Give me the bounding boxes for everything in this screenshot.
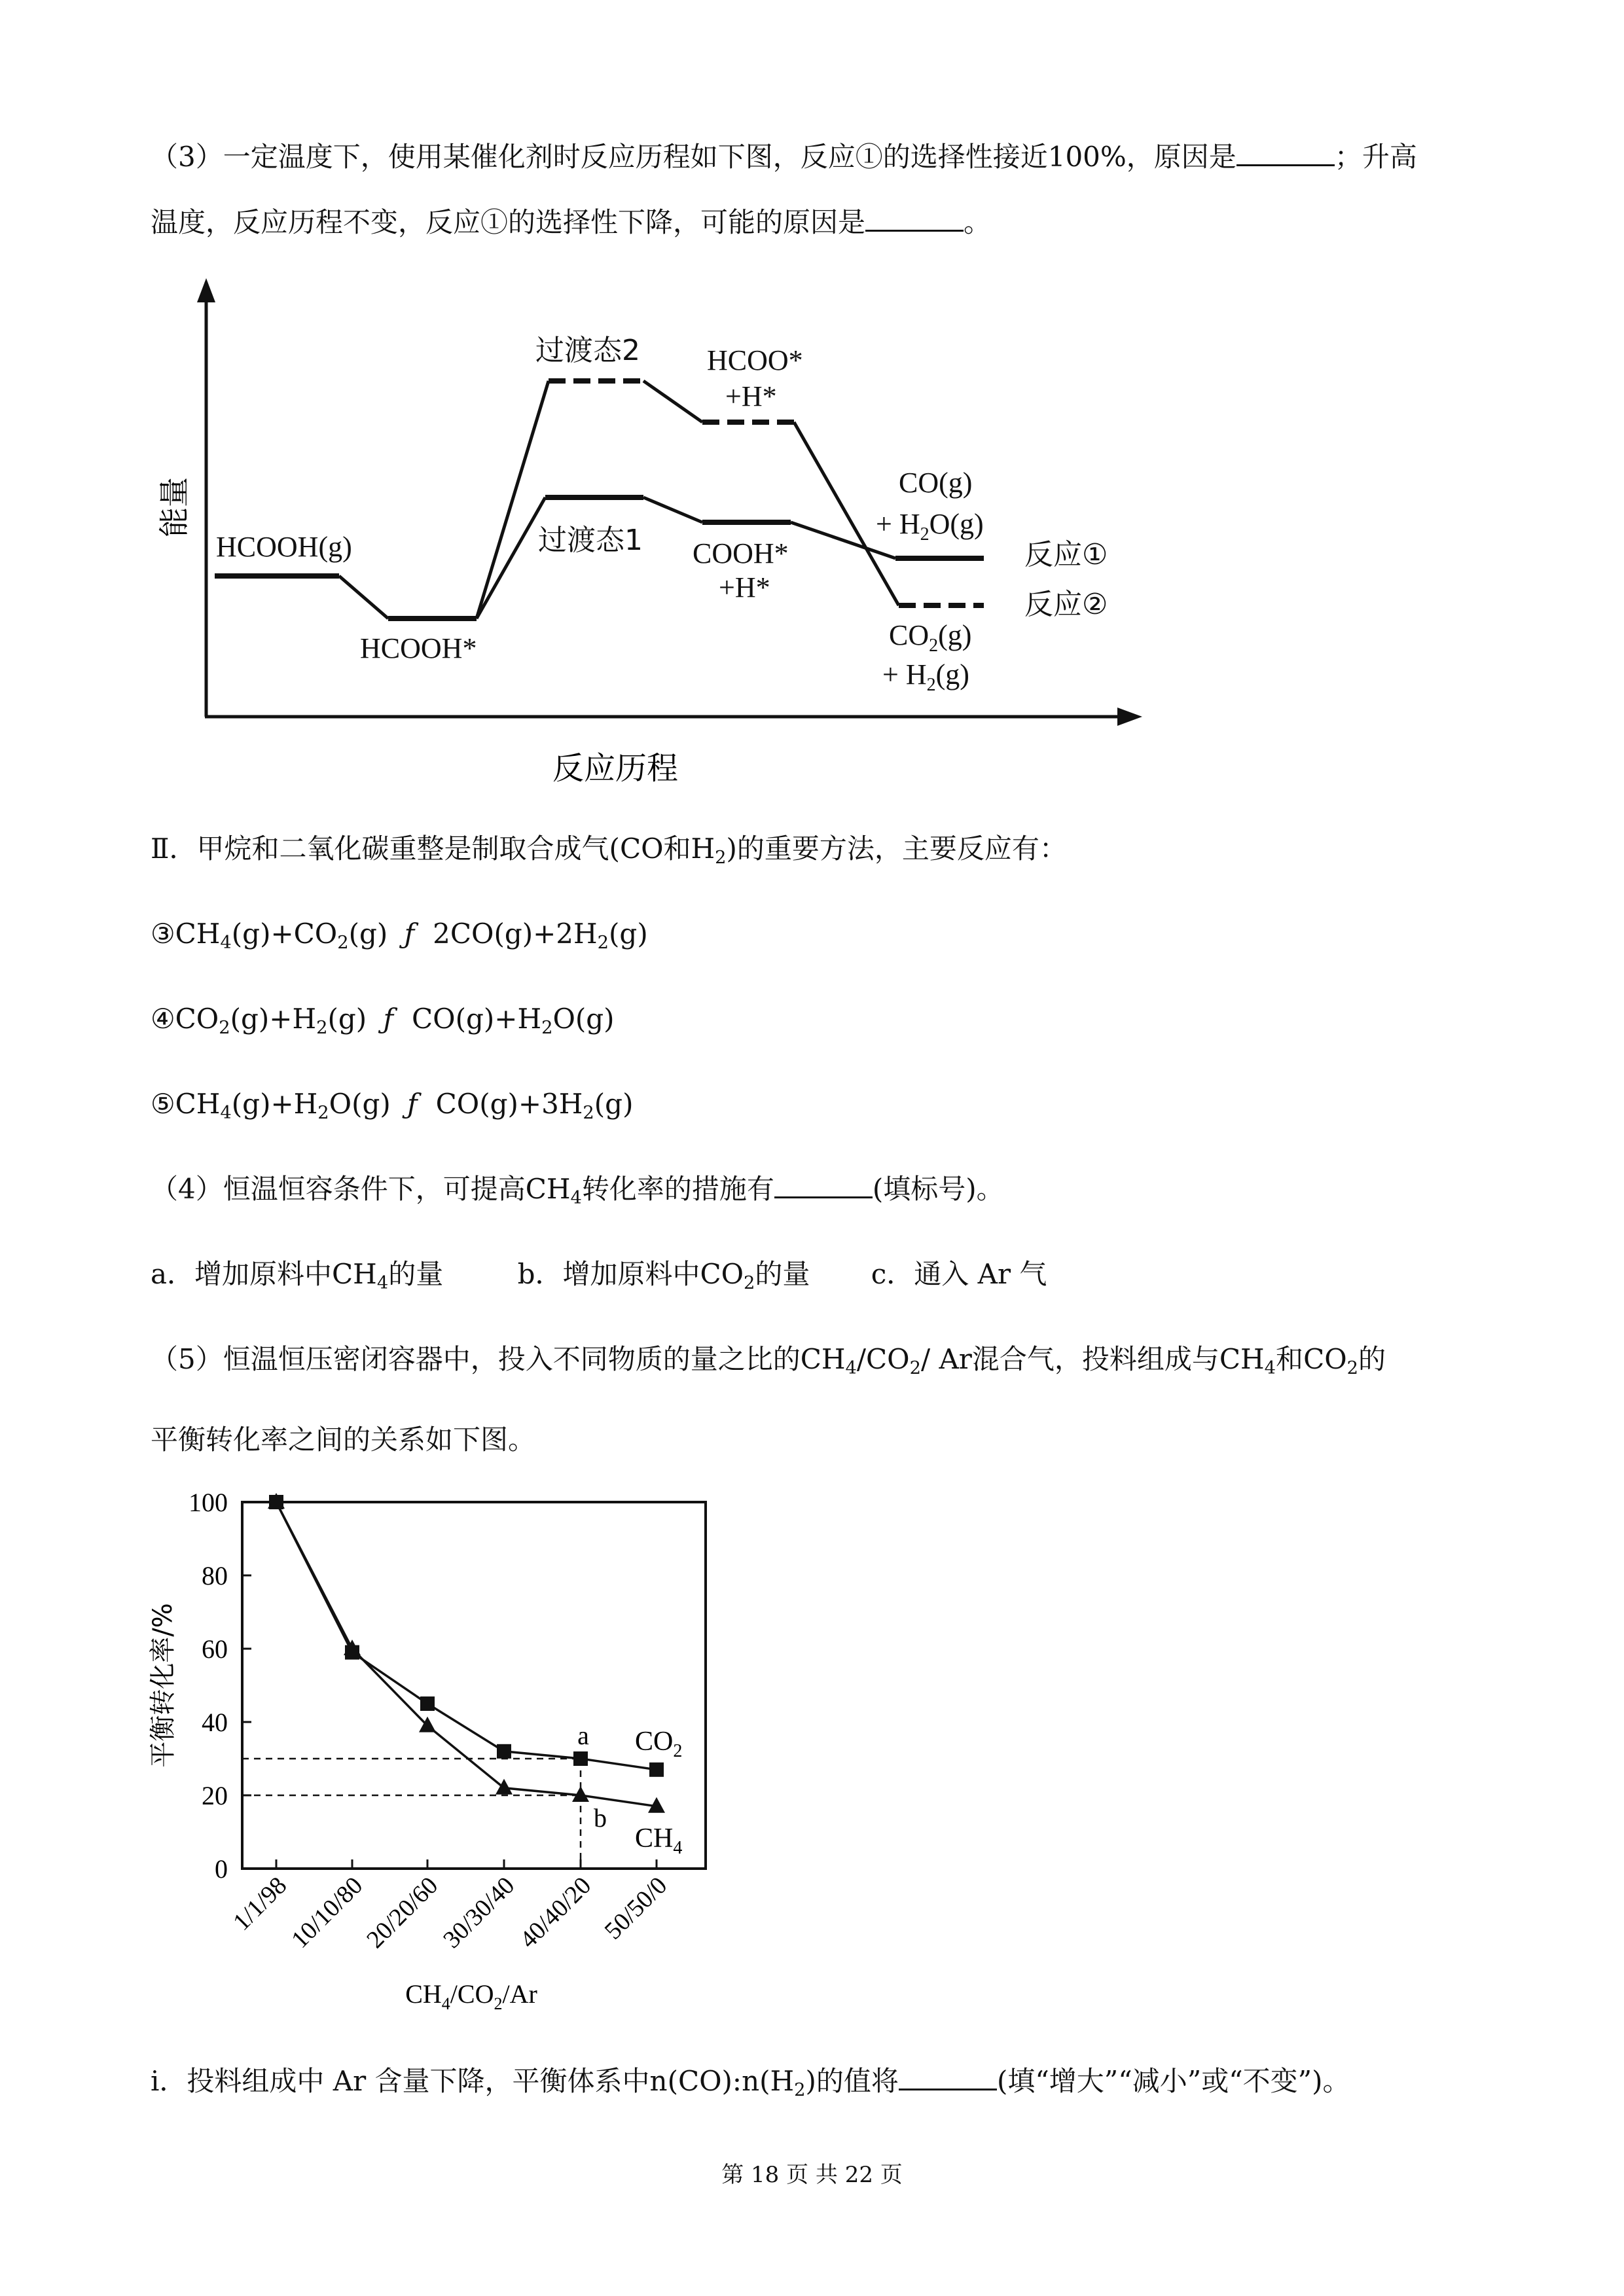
label-co2-2: + $H_2(g)$ [882,658,969,695]
reaction-3: $③CH_4(g)+CO_2(g)$ ƒ $2CO(g)+2H_2(g)$ [151,918,648,954]
option-c: c．通入 Ar 气 [871,1258,1047,1290]
x-tick-label: 1/1/98 [227,1871,293,1937]
label-hcoo-2: +H* [725,380,777,412]
option-b: b．增加原料中$CO_2$的量 [517,1258,810,1294]
x-axis-arrow-icon [1117,708,1142,726]
option-a: a．增加原料中$CH_4$的量 [151,1258,444,1294]
energy-diagram [0,0,1624,818]
marker-CO2 [420,1696,435,1711]
label-hcooh-ads: HCOOH* [360,632,477,664]
q3-line-1: （3）一定温度下，使用某催化剂时反应历程如下图，反应①的选择性接近100%，原因是 ；升高 [151,141,1417,173]
y-tick-label: 60 [202,1634,228,1664]
q4-stem: （4）恒温恒容条件下，可提高$CH_4$转化率的措施有 (填标号)。 [151,1173,1004,1209]
y-tick-label: 80 [202,1561,228,1590]
y-tick-label: 40 [202,1708,228,1737]
label-hcooh-g: HCOOH(g) [216,531,352,563]
x-tick-label: 20/20/60 [361,1871,444,1954]
label-cooh-1: COOH* [693,537,789,569]
label-ts2: 过渡态2 [535,334,640,367]
y-tick-label: 0 [215,1854,228,1884]
answer-blank[interactable] [899,2065,997,2090]
y-axis-arrow-icon [197,278,215,302]
label-hcoo-1: HCOO* [707,344,803,376]
label-cooh-2: +H* [719,571,770,603]
marker-CO2 [497,1744,511,1759]
legend-reaction-2: 反应② [1024,588,1108,621]
reversible-arrow-icon: ƒ [407,1088,418,1120]
answer-blank[interactable] [774,1173,873,1198]
conversion-chart [0,1473,785,2029]
annotation-b: b [594,1803,607,1833]
label-co2-1: $CO_2(g)$ [889,619,972,656]
y-tick-label: 100 [189,1488,228,1517]
marker-CO2 [649,1763,664,1777]
reversible-arrow-icon: ƒ [383,1003,394,1035]
marker-CO2 [573,1751,588,1766]
y-tick-label: 20 [202,1781,228,1810]
section2-intro: Ⅱ．甲烷和二氧化碳重整是制取合成气(CO和$H_2$)的重要方法，主要反应有： [151,833,1067,869]
page-footer: 第 18 页 共 22 页 [721,2162,903,2188]
series-line-CO2 [276,1502,657,1770]
x-tick-label: 40/40/20 [514,1871,597,1954]
energy-y-label: 能量 [156,477,192,537]
legend-reaction-1: 反应① [1024,538,1108,571]
q5-line-1: （5）恒温恒压密闭容器中，投入不同物质的量之比的$CH_4/CO_2/$ Ar混合气，投料组成与$CH_4$和$CO_2$的 [151,1343,1386,1379]
chart-x-label: $CH_4/CO_2/Ar$ [405,1979,537,2013]
label-ts1: 过渡态1 [538,524,643,557]
chart-y-label: 平衡转化率/% [148,1603,178,1768]
plot-frame [242,1502,706,1869]
q5-line-2: 平衡转化率之间的关系如下图。 [151,1424,536,1456]
series-label-CH4: $CH_4$ [635,1823,683,1858]
reversible-arrow-icon: ƒ [404,918,415,950]
marker-CH4 [496,1779,513,1795]
series-label-CO2: $CO_2$ [635,1726,683,1761]
label-co-1: CO(g) [899,467,973,499]
x-tick-label: 50/50/0 [599,1871,673,1945]
reaction-5: $⑤CH_4(g)+H_2O(g)$ ƒ $CO(g)+3H_2(g)$ [151,1088,634,1124]
annotation-a: a [577,1721,589,1750]
reaction-4: $④CO_2(g)+H_2(g)$ ƒ $CO(g)+H_2O(g)$ [151,1003,615,1039]
x-tick-label: 30/30/40 [438,1871,520,1954]
q3-line-2: 温度，反应历程不变，反应①的选择性下降，可能的原因是 。 [151,206,992,238]
x-tick-label: 10/10/80 [286,1871,369,1954]
energy-x-label: 反应历程 [552,750,679,787]
label-co-2: + $H_2O(g)$ [876,508,984,545]
q4-options [151,1255,1047,1303]
qi-line: i．投料组成中 Ar 含量下降，平衡体系中$n(CO):n(H_2)$的值将 (填“增大”“减小”或“不变”)。 [151,2065,1350,2101]
